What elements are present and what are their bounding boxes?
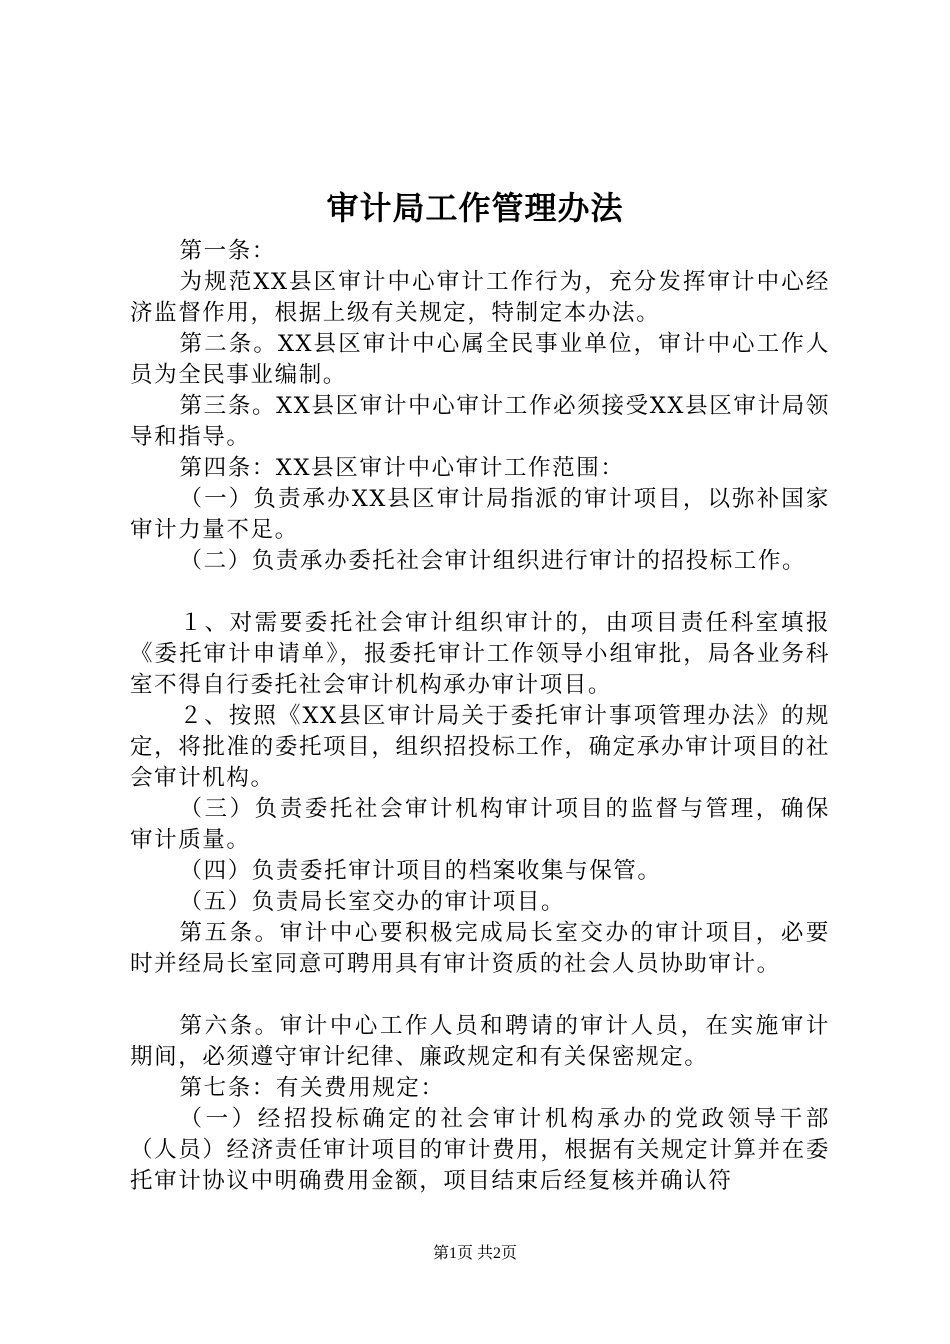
paragraph-gap xyxy=(130,577,830,608)
article-6: 第六条。审计中心工作人员和聘请的审计人员，在实施审计期间，必须遵守审计纪律、廉政规定和有关保密规定。 xyxy=(130,1013,830,1070)
document-title: 审计局工作管理办法 xyxy=(326,189,624,227)
article-7-heading: 第七条：有关费用规定： xyxy=(179,1075,445,1101)
article-3: 第三条。XX县区审计中心审计工作必须接受XX县区审计局领导和指导。 xyxy=(130,393,830,450)
article-1-heading: 第一条： xyxy=(179,238,276,264)
article-5: 第五条。审计中心要积极完成局长室交办的审计项目，必要时并经局长室同意可聘用具有审计资质的社会人员协助审计。 xyxy=(130,920,830,977)
paragraph-gap xyxy=(130,980,830,1011)
article-4-item-2-sub-1: １、对需要委托社会审计组织审计的，由项目责任科室填报《委托审计申请单》，报委托审计工作领导小组审批，局各业务科室不得自行委托社会审计机构承办审计项目。 xyxy=(130,610,830,698)
document-body xyxy=(130,236,830,1197)
article-4-item-2-sub-2: ２、按照《XX县区审计局关于委托审计事项管理办法》的规定，将批准的委托项目，组织招投标工作，确定承办审计项目的社会审计机构。 xyxy=(130,703,830,791)
article-1-text: 为规范XX县区审计中心审计工作行为，充分发挥审计中心经济监督作用，根据上级有关规定，特制定本办法。 xyxy=(130,269,830,326)
article-7-item-1: （一）经招投标确定的社会审计机构承办的党政领导干部（人员）经济责任审计项目的审计费用，根据有关规定计算并在委托审计协议中明确费用金额，项目结束后经复核并确认符 xyxy=(130,1106,830,1194)
article-4-heading: 第四条：XX县区审计中心审计工作范围： xyxy=(179,455,625,481)
article-4-item-4: （四）负责委托审计项目的档案收集与保管。 xyxy=(179,858,662,884)
article-2: 第二条。XX县区审计中心属全民事业单位，审计中心工作人员为全民事业编制。 xyxy=(130,331,830,388)
article-4-item-2: （二）负责承办委托社会审计组织进行审计的招投标工作。 xyxy=(179,548,807,574)
article-4-item-3: （三）负责委托社会审计机构审计项目的监督与管理，确保审计质量。 xyxy=(130,796,830,853)
article-4-item-1: （一）负责承办XX县区审计局指派的审计项目，以弥补国家审计力量不足。 xyxy=(130,486,830,543)
page-number: 第1页 共2页 xyxy=(432,1245,517,1262)
article-4-item-5: （五）负责局长室交办的审计项目。 xyxy=(179,889,566,915)
